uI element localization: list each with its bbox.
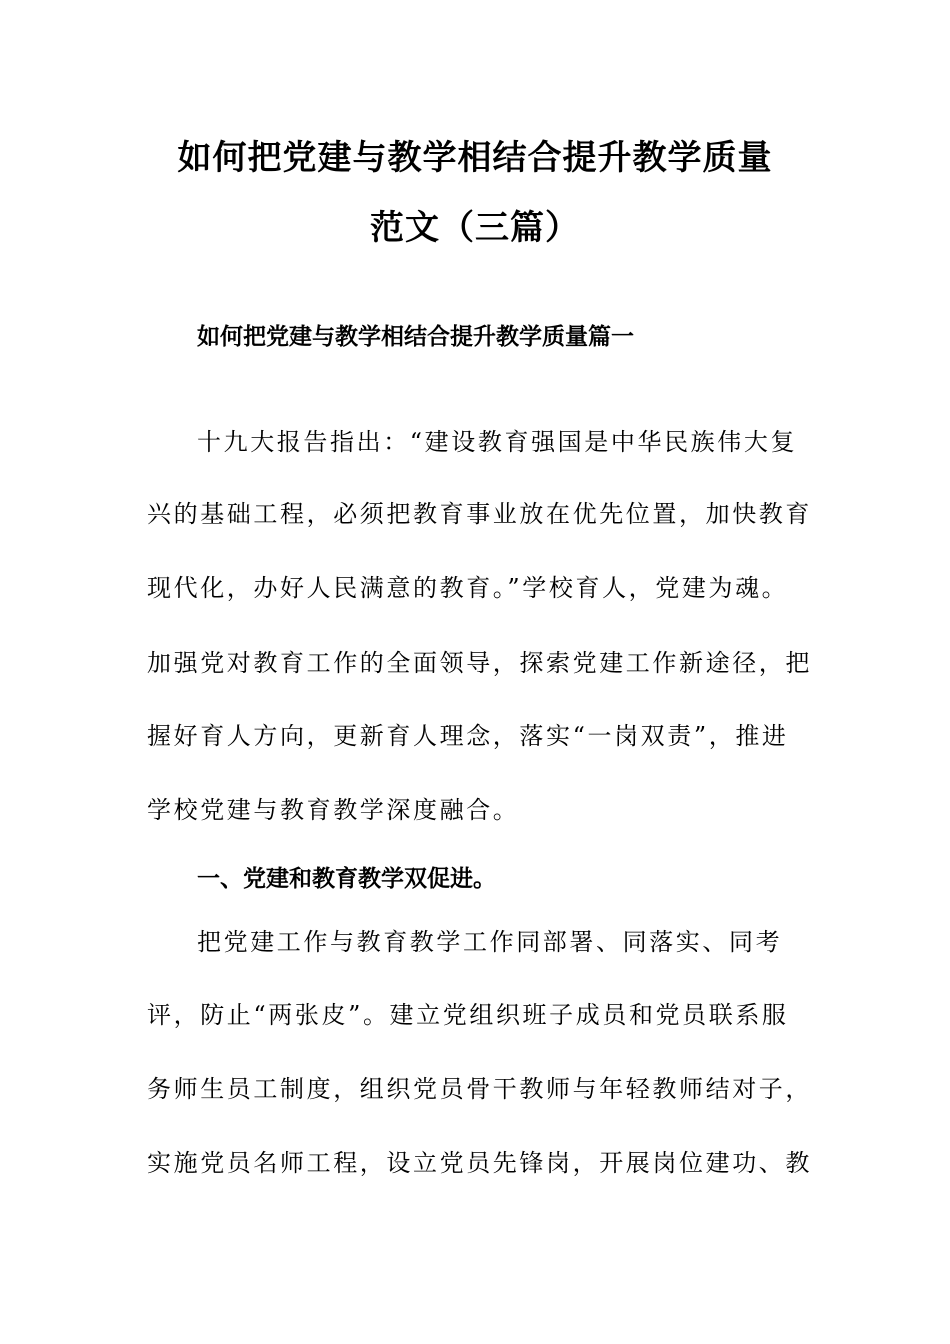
- paragraph-1-line-6: 学校党建与教育教学深度融合。: [147, 796, 520, 824]
- section-heading: 如何把党建与教学相结合提升教学质量篇一: [197, 324, 634, 350]
- document-title-line-1: 如何把党建与教学相结合提升教学质量: [177, 138, 773, 178]
- paragraph-2-line-2: 评，防止“两张皮”。建立党组织班子成员和党员联系服: [147, 1001, 789, 1029]
- paragraph-2-line-4: 实施党员名师工程，设立党员先锋岗，开展岗位建功、教: [147, 1149, 812, 1177]
- paragraph-1-line-3: 现代化，办好人民满意的教育。”学校育人，党建为魂。: [147, 574, 789, 602]
- document-title-line-2: 范文（三篇）: [370, 208, 580, 248]
- paragraph-2-line-3: 务师生员工制度，组织党员骨干教师与年轻教师结对子，: [147, 1075, 812, 1103]
- paragraph-2-line-1: 把党建工作与教育教学工作同部署、同落实、同考: [197, 928, 783, 956]
- subheading-1: 一、党建和教育教学双促进。: [197, 866, 496, 892]
- paragraph-1-line-4: 加强党对教育工作的全面领导，探索党建工作新途径，把: [147, 649, 812, 677]
- paragraph-1-line-1: 十九大报告指出：“建设教育强国是中华民族伟大复: [197, 428, 798, 456]
- paragraph-1-line-5: 握好育人方向，更新育人理念，落实“一岗双责”，推进: [147, 722, 789, 750]
- paragraph-1-line-2: 兴的基础工程，必须把教育事业放在优先位置，加快教育: [147, 500, 812, 528]
